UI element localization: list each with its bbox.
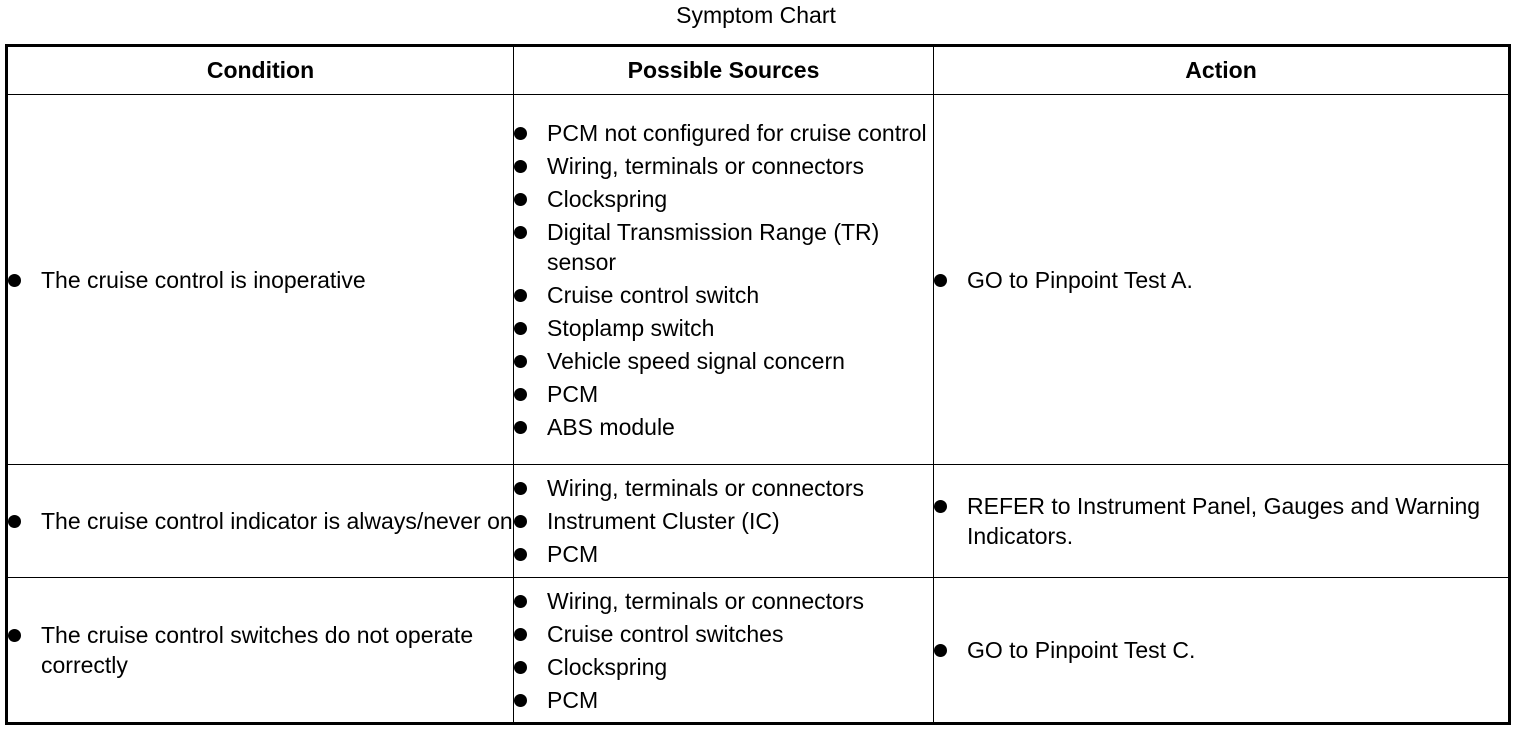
condition-cell: [7, 578, 514, 724]
table-header-row: [7, 46, 1510, 95]
list-item: The cruise control indicator is always/never on: [8, 506, 513, 536]
list-item: The cruise control is inoperative: [8, 265, 513, 295]
list-item: Cruise control switches: [514, 619, 933, 649]
list-item: REFER to Instrument Panel, Gauges and Warning Indicators.: [934, 491, 1508, 551]
list-item: PCM: [514, 379, 933, 409]
header-possible-sources: Possible Sources: [514, 46, 934, 95]
table-row: [7, 95, 1510, 465]
list-item: ABS module: [514, 412, 933, 442]
list-item: Vehicle speed signal concern: [514, 346, 933, 376]
action-cell: [934, 465, 1510, 578]
sources-cell: [514, 465, 934, 578]
condition-cell: [7, 465, 514, 578]
sources-cell: [514, 578, 934, 724]
condition-cell: [7, 95, 514, 465]
list-item: Instrument Cluster (IC): [514, 506, 933, 536]
list-item: PCM: [514, 539, 933, 569]
chart-title: Symptom Chart: [676, 2, 836, 28]
action-cell: [934, 578, 1510, 724]
table-row: [7, 465, 1510, 578]
list-item: Clockspring: [514, 184, 933, 214]
list-item: The cruise control switches do not operate correctly: [8, 620, 513, 680]
list-item: Wiring, terminals or connectors: [514, 473, 933, 503]
list-item: GO to Pinpoint Test C.: [934, 635, 1508, 665]
list-item: Wiring, terminals or connectors: [514, 586, 933, 616]
sources-cell: [514, 95, 934, 465]
action-cell: [934, 95, 1510, 465]
list-item: Clockspring: [514, 652, 933, 682]
symptom-chart-table: [5, 44, 1511, 725]
list-item: Cruise control switch: [514, 280, 933, 310]
list-item: PCM not configured for cruise control: [514, 118, 933, 148]
list-item: PCM: [514, 685, 933, 715]
list-item: Stoplamp switch: [514, 313, 933, 343]
header-condition: Condition: [7, 46, 514, 95]
header-action: Action: [934, 46, 1510, 95]
list-item: Wiring, terminals or connectors: [514, 151, 933, 181]
list-item: Digital Transmission Range (TR) sensor: [514, 217, 933, 277]
table-row: [7, 578, 1510, 724]
list-item: GO to Pinpoint Test A.: [934, 265, 1508, 295]
